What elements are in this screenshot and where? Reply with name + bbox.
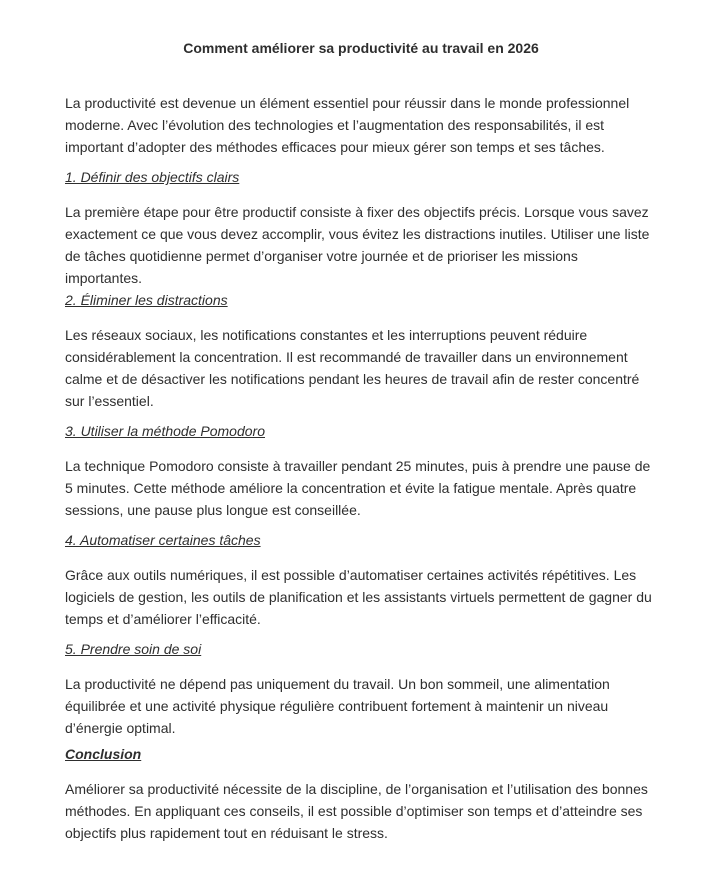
document-title: Comment améliorer sa productivité au travail en 2026 [183, 40, 539, 56]
section-paragraph-3: La technique Pomodoro consiste à travailler pendant 25 minutes, puis à prendre une pause de 5 minutes. Cette méthode améliore la concentration et évite la fatigue mentale. Après quatre sessions, une pause plus longue est conseillée. [65, 458, 651, 518]
section-paragraph-5: La productivité ne dépend pas uniquement du travail. Un bon sommeil, une alimentation équilibrée et une activité physique régulière contribuent fortement à maintenir un niveau d’énergie optimal. [65, 676, 610, 736]
section-heading-5: 5. Prendre soin de soi [65, 641, 202, 657]
section-heading-3: 3. Utiliser la méthode Pomodoro [65, 423, 265, 439]
section-heading-1: 1. Définir des objectifs clairs [65, 169, 240, 185]
section-paragraph-4: Grâce aux outils numériques, il est possible d’automatiser certaines activités répétitives. Les logiciels de gestion, les outils de planification et les assistants virtuels permettent de gagner du temps et d’améliorer l’efficacité. [65, 567, 652, 627]
section-paragraph-1: La première étape pour être productif consiste à fixer des objectifs précis. Lorsque vous savez exactement ce que vous devez accomplir, vous évitez les distractions inutiles. Utiliser une liste de tâches quotidienne permet d’organiser votre journée et de prioriser les missions importantes. [65, 204, 650, 286]
section-heading-2: 2. Éliminer les distractions [65, 292, 228, 308]
section-heading-4: 4. Automatiser certaines tâches [65, 532, 261, 548]
intro-paragraph: La productivité est devenue un élément essentiel pour réussir dans le monde professionnel moderne. Avec l’évolution des technologies et l’augmentation des responsabilités, il est important d’adopter des méthodes efficaces pour mieux gérer son temps et ses tâches. [65, 95, 630, 155]
section-paragraph-2: Les réseaux sociaux, les notifications constantes et les interruptions peuvent réduire considérablement la concentration. Il est recommandé de travailler dans un environnement calme et de désactiver les notifications pendant les heures de travail afin de rester concentré sur l’essentiel. [65, 327, 640, 409]
conclusion-paragraph: Améliorer sa productivité nécessite de la discipline, de l’organisation et l’utilisation des bonnes méthodes. En appliquant ces conseils, il est possible d’optimiser son temps et d’atteindre ses objectifs plus rapidement tout en réduisant le stress. [65, 781, 648, 841]
conclusion-heading: Conclusion [65, 746, 142, 762]
